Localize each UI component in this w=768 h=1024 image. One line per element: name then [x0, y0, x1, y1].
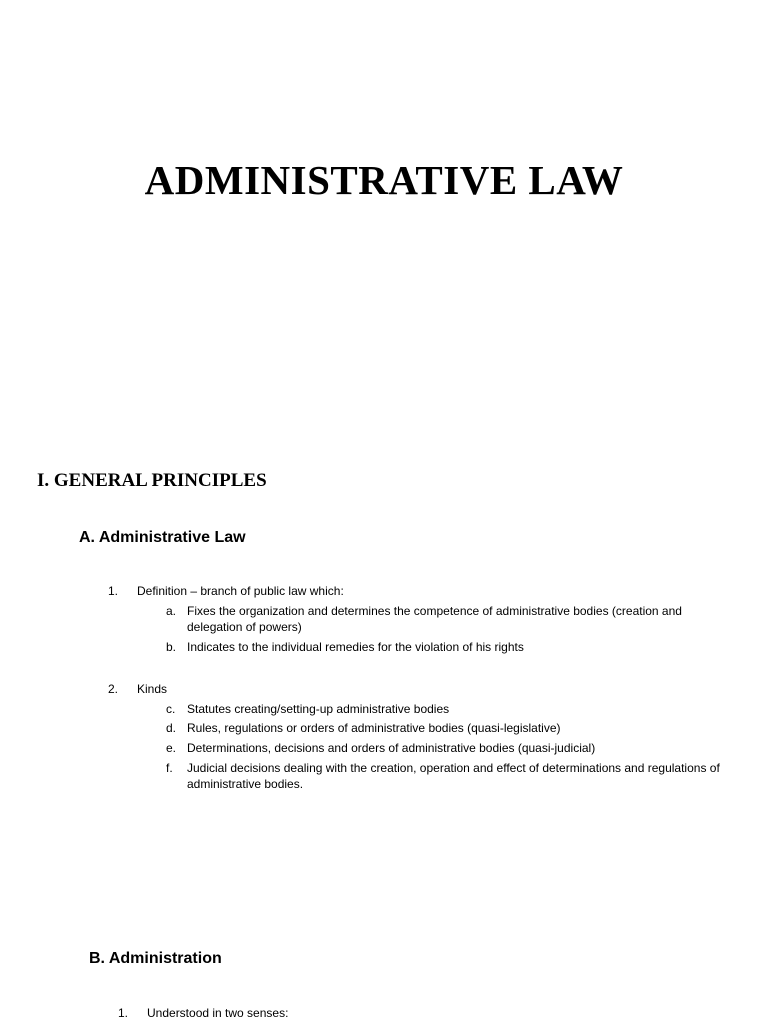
- sub-list-letter: a.: [166, 604, 177, 618]
- sub-list-letter: d.: [166, 721, 177, 735]
- list-number: 2.: [108, 682, 119, 696]
- subsection-heading-administration: B. Administration: [89, 950, 222, 967]
- list-number: 1.: [108, 584, 119, 598]
- subsection-heading-administrative-law: A. Administrative Law: [79, 529, 246, 546]
- sub-list-text: Determinations, decisions and orders of administrative bodies (quasi-judicial): [187, 741, 596, 755]
- list-number: 1.: [118, 1006, 129, 1020]
- sub-list-letter: b.: [166, 640, 177, 654]
- section-heading-general-principles: I. GENERAL PRINCIPLES: [37, 470, 267, 491]
- sub-list-letter: f.: [166, 761, 173, 775]
- sub-list-text: Fixes the organization and determines the competence of administrative bodies (creation and delegation of powers): [187, 604, 682, 634]
- sub-list-text: Indicates to the individual remedies for the violation of his rights: [187, 640, 524, 654]
- document-title: ADMINISTRATIVE LAW: [144, 157, 624, 203]
- sub-list-text: Statutes creating/setting-up administrative bodies: [187, 702, 450, 716]
- list-item-text: Kinds: [137, 682, 168, 696]
- list-item-text: Definition – branch of public law which:: [137, 584, 344, 598]
- sub-list-text: Judicial decisions dealing with the creation, operation and effect of determinations and regulations of administrative bodies.: [187, 761, 720, 791]
- sub-list-text: Rules, regulations or orders of administrative bodies (quasi-legislative): [187, 721, 561, 735]
- list-item-text: Understood in two senses:: [147, 1006, 289, 1020]
- sub-list-letter: c.: [166, 702, 176, 716]
- sub-list-letter: e.: [166, 741, 177, 755]
